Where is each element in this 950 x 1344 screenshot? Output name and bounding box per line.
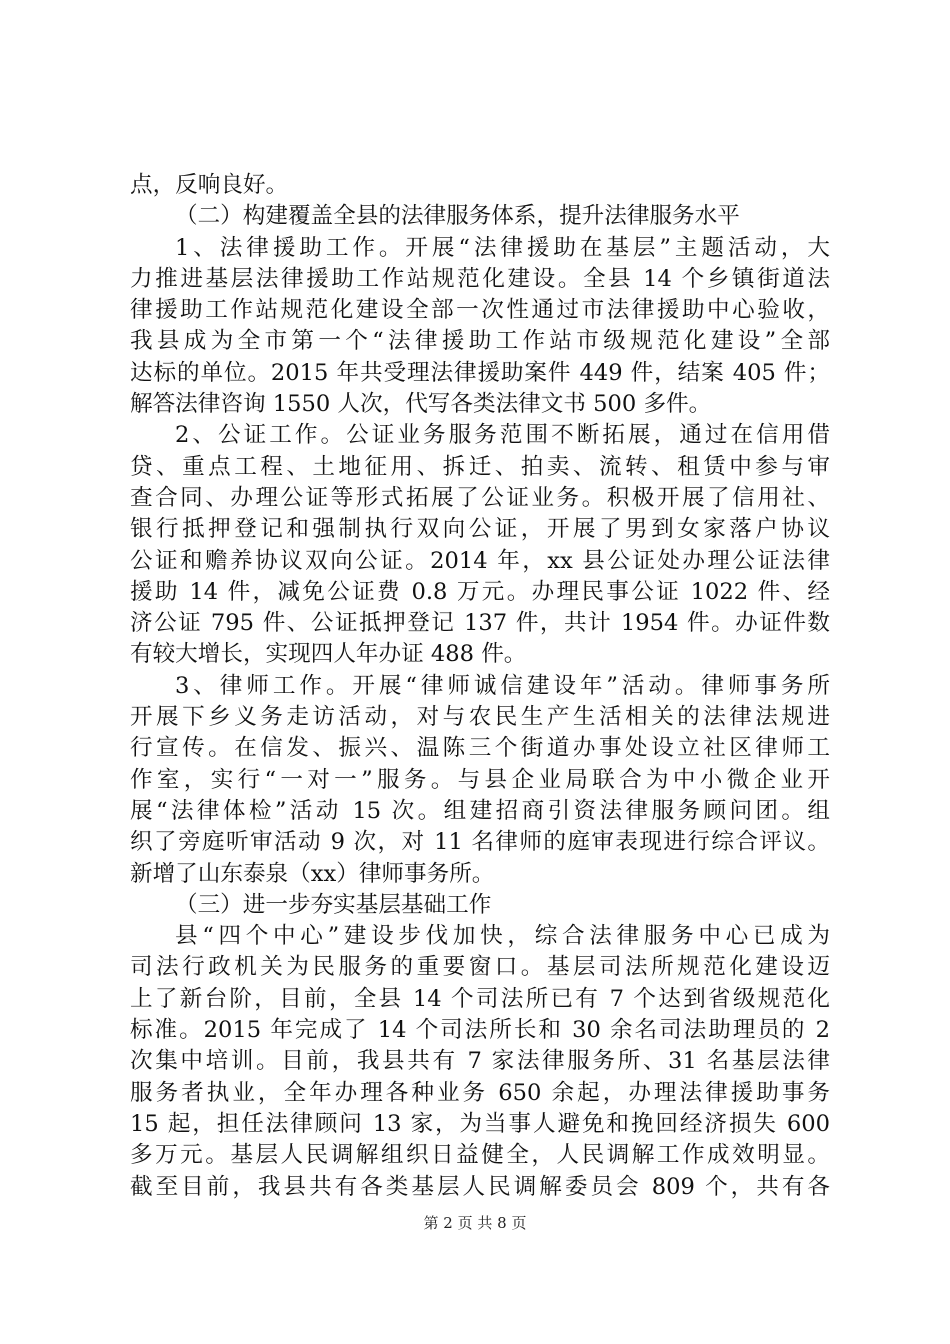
section-heading: （三）进一步夯实基层基础工作 <box>175 891 492 918</box>
text-line: 贷、重点工程、土地征用、拆迁、拍卖、流转、租赁中参与审 <box>130 453 830 480</box>
text-line: 点，反响良好。 <box>130 172 289 198</box>
text-line: 展“法律体检”活动 15 次。组建招商引资法律服务顾问团。组 <box>130 797 830 824</box>
text-line: 2、公证工作。公证业务服务范围不断拓展，通过在信用借 <box>175 422 830 449</box>
text-line: 多万元。基层人民调解组织日益健全，人民调解工作成效明显。 <box>130 1142 830 1169</box>
text-line: 作室，实行“一对一”服务。与县企业局联合为中小微企业开 <box>130 766 830 793</box>
text-line: 行宣传。在信发、振兴、温陈三个街道办事处设立社区律师工 <box>130 735 830 762</box>
text-line: 律援助工作站规范化建设全部一次性通过市法律援助中心验收， <box>130 297 830 324</box>
text-line: 15 起，担任法律顾问 13 家，为当事人避免和挽回经济损失 600 <box>130 1110 830 1137</box>
text-line: 标准。2015 年完成了 14 个司法所长和 30 余名司法助理员的 2 <box>130 1017 830 1044</box>
document-body <box>130 170 830 1203</box>
text-line: 有较大增长，实现四人年办证 488 件。 <box>130 641 527 668</box>
text-line: 解答法律咨询 1550 人次，代写各类法律文书 500 多件。 <box>130 391 712 418</box>
text-line: 1、法律援助工作。开展“法律援助在基层”主题活动，大 <box>175 234 830 261</box>
section-heading: （二）构建覆盖全县的法律服务体系，提升法律服务水平 <box>175 203 740 230</box>
text-line: 司法行政机关为民服务的重要窗口。基层司法所规范化建设迈 <box>130 954 830 981</box>
text-line: 上了新台阶，目前，全县 14 个司法所已有 7 个达到省级规范化 <box>130 985 830 1012</box>
text-line: 服务者执业，全年办理各种业务 650 余起，办理法律援助事务 <box>130 1079 830 1106</box>
text-line: 织了旁庭听审活动 9 次，对 11 名律师的庭审表现进行综合评议。 <box>130 829 830 856</box>
text-line: 援助 14 件，减免公证费 0.8 万元。办理民事公证 1022 件、经 <box>130 578 830 605</box>
text-line: 3、律师工作。开展“律师诚信建设年”活动。律师事务所 <box>175 672 830 699</box>
text-line: 县“四个中心”建设步伐加快，综合法律服务中心已成为 <box>175 923 830 950</box>
text-line: 公证和赡养协议双向公证。2014 年，xx 县公证处办理公证法律 <box>130 547 830 574</box>
text-line: 达标的单位。2015 年共受理法律援助案件 449 件，结案 405 件； <box>130 359 830 386</box>
text-line: 查合同、办理公证等形式拓展了公证业务。积极开展了信用社、 <box>130 484 830 511</box>
page-footer: 第 2 页 共 8 页 <box>423 1214 527 1232</box>
text-line: 银行抵押登记和强制执行双向公证，开展了男到女家落户协议 <box>130 516 830 543</box>
text-line: 济公证 795 件、公证抵押登记 137 件，共计 1954 件。办证件数 <box>130 610 830 637</box>
text-line: 开展下乡义务走访活动，对与农民生产生活相关的法律法规进 <box>130 704 830 731</box>
text-line: 力推进基层法律援助工作站规范化建设。全县 14 个乡镇街道法 <box>130 265 830 292</box>
text-line: 次集中培训。目前，我县共有 7 家法律服务所、31 名基层法律 <box>130 1048 830 1075</box>
text-line: 新增了山东泰泉（xx）律师事务所。 <box>130 860 495 887</box>
text-line: 截至目前，我县共有各类基层人民调解委员会 809 个，共有各 <box>130 1173 830 1200</box>
text-line: 我县成为全市第一个“法律援助工作站市级规范化建设”全部 <box>130 328 830 355</box>
